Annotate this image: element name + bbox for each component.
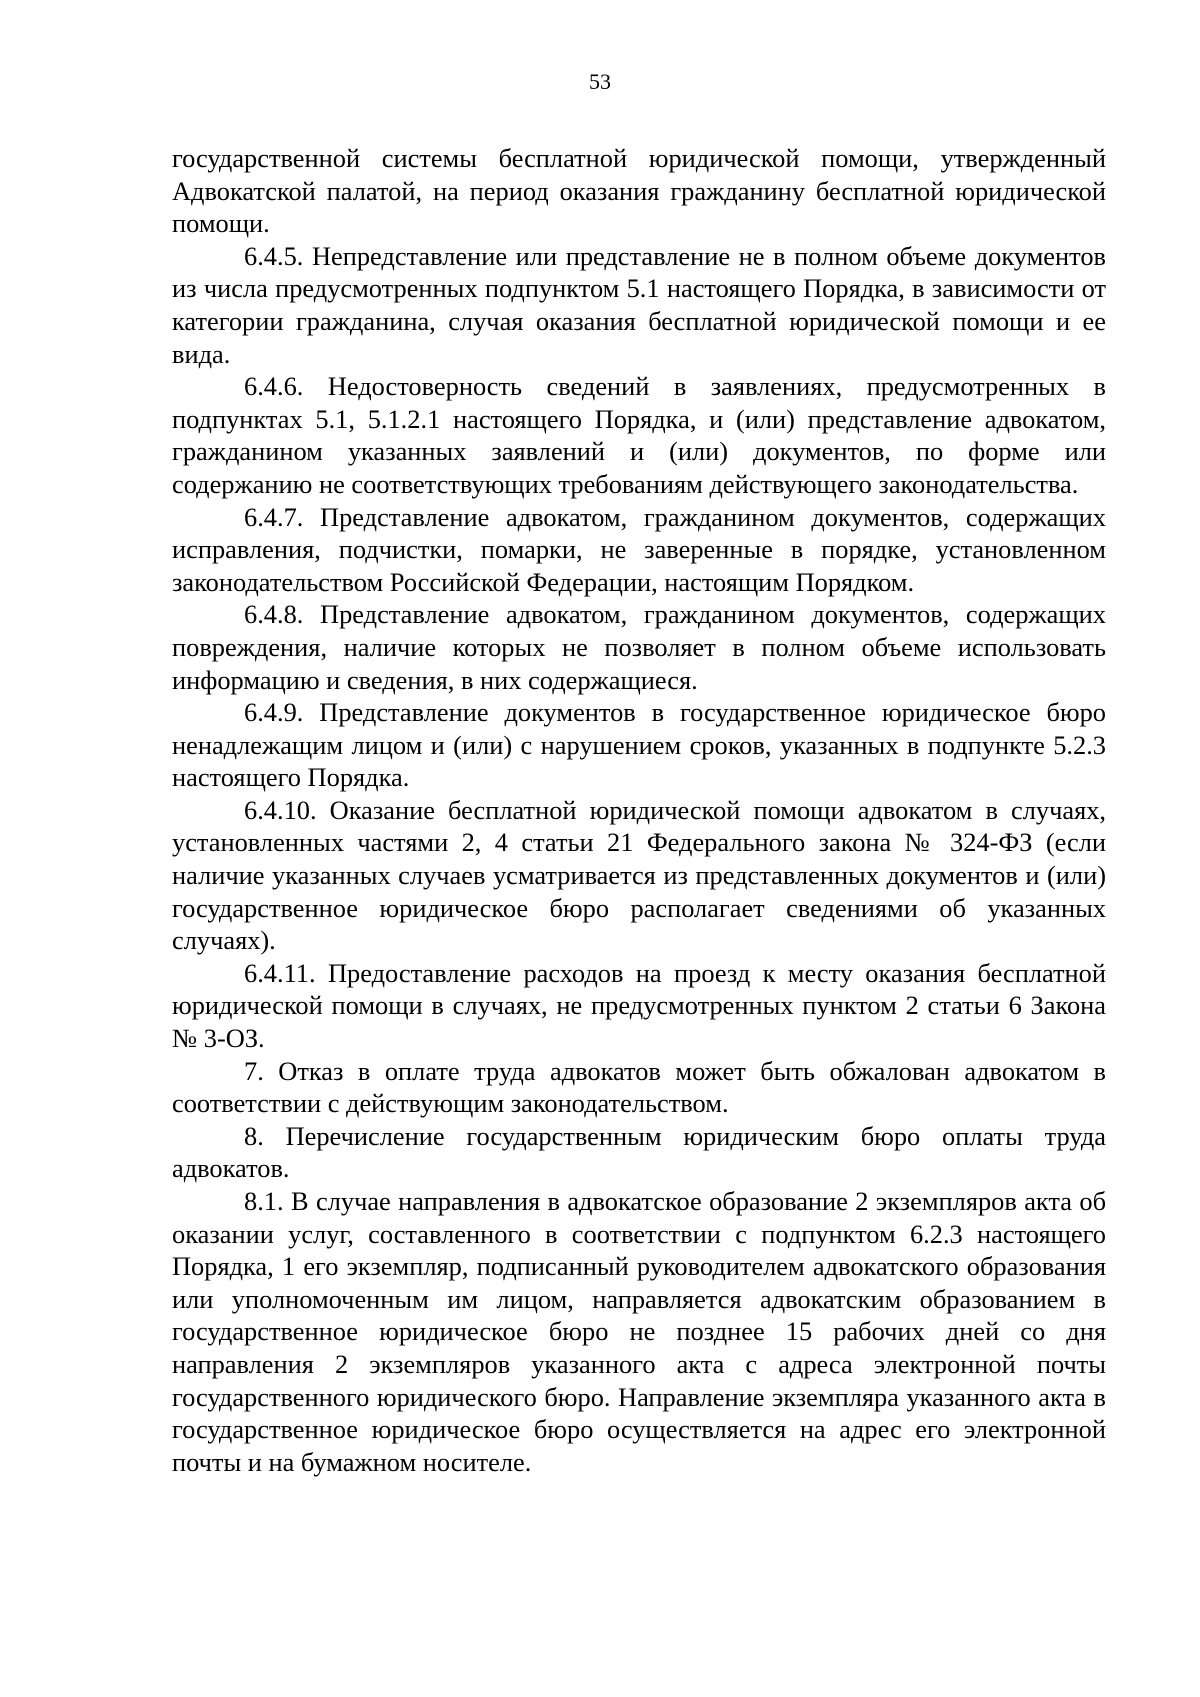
paragraph-continuation: государственной системы бесплатной юридической помощи, утвержденный Адвокатской палатой, на период оказания гражданину бесплатной юридической помощи. bbox=[172, 143, 1106, 239]
paragraph-8-1: 8.1. В случае направления в адвокатское образование 2 экземпляров акта об оказании услуг, составленного в соответствии с подпунктом 6.2.3 настоящего Порядка, 1 его экземпляр, подписанный руководителем адвокатского образования или уполномоченным им лицом, направляется адвокатским образованием в государственное юридическое бюро не позднее 15 рабочих дней со дня направления 2 экземпляров указанного акта с адреса электронной почты государственного юридического бюро. Направление экземпляра указанного акта в государственное юридическое бюро осуществляется на адрес его электронной почты и на бумажном носителе. bbox=[172, 1186, 1106, 1477]
paragraph-8: 8. Перечисление государственным юридическим бюро оплаты труда адвокатов. bbox=[172, 1120, 1106, 1184]
paragraph-6-4-8: 6.4.8. Представление адвокатом, гражданином документов, содержащих повреждения, наличие которых не позволяет в полном объеме использовать информацию и сведения, в них содержащиеся. bbox=[172, 599, 1106, 695]
paragraph-6-4-10: 6.4.10. Оказание бесплатной юридической помощи адвокатом в случаях, установленных частями 2, 4 статьи 21 Федерального закона № 324-ФЗ (если наличие указанных случаев усматривается из представленных документов и (или) государственное юридическое бюро располагает сведениями об указанных случаях). bbox=[172, 794, 1106, 956]
paragraph-6-4-11: 6.4.11. Предоставление расходов на проезд к месту оказания бесплатной юридической помощи в случаях, не предусмотренных пунктом 2 статьи 6 Закона № 3-ОЗ. bbox=[172, 957, 1106, 1054]
document-body bbox=[172, 142, 1106, 1478]
paragraph-6-4-7: 6.4.7. Представление адвокатом, гражданином документов, содержащих исправления, подчистки, помарки, не заверенные в порядке, установленном законодательством Российской Федерации, настоящим Порядком. bbox=[172, 501, 1106, 597]
paragraph-6-4-9: 6.4.9. Представление документов в государственное юридическое бюро ненадлежащим лицом и (или) с нарушением сроков, указанных в подпункте 5.2.3 настоящего Порядка. bbox=[172, 697, 1106, 793]
paragraph-7: 7. Отказ в оплате труда адвокатов может быть обжалован адвокатом в соответствии с действующим законодательством. bbox=[172, 1055, 1106, 1119]
paragraph-6-4-6: 6.4.6. Недостоверность сведений в заявлениях, предусмотренных в подпунктах 5.1, 5.1.2.1 настоящего Порядка, и (или) представление адвокатом, гражданином указанных заявлений и (или) документов, по форме или содержанию не соответствующих требованиям действующего законодательства. bbox=[172, 371, 1106, 499]
page-number: 53 bbox=[589, 69, 611, 94]
paragraph-6-4-5: 6.4.5. Непредставление или представление не в полном объеме документов из числа предусмотренных подпунктом 5.1 настоящего Порядка, в зависимости от категории гражданина, случая оказания бесплатной юридической помощи и ее вида. bbox=[172, 240, 1106, 369]
